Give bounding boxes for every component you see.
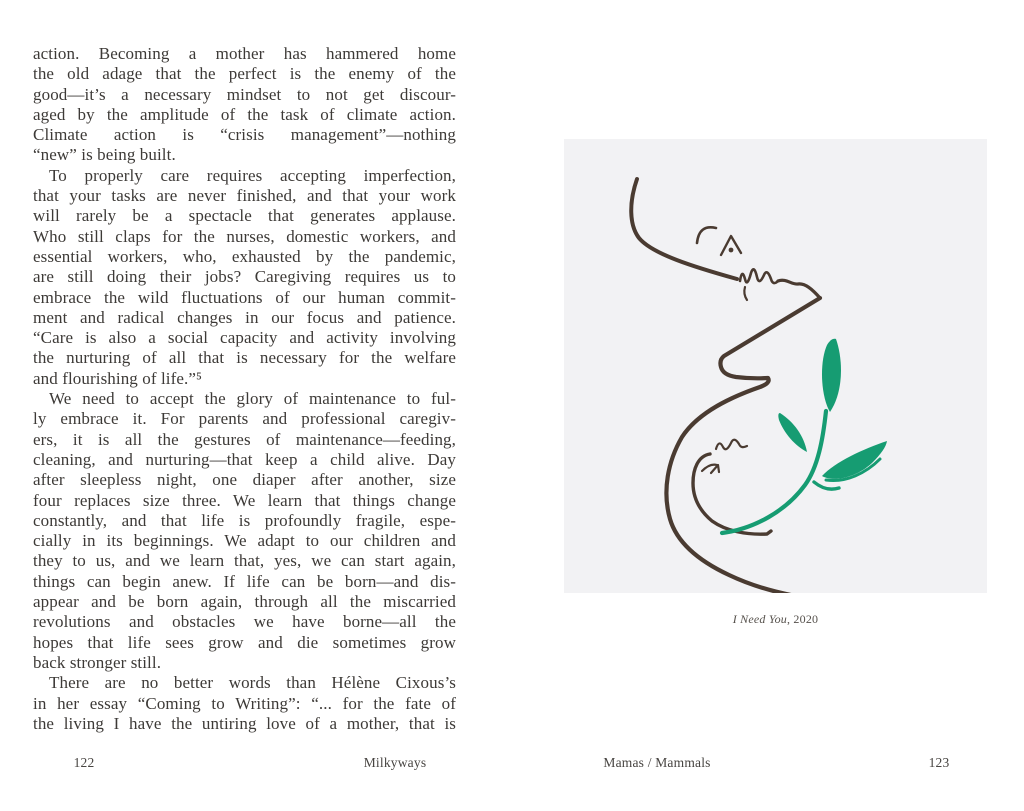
text-line: four replaces size three. We learn that things change [33, 490, 456, 510]
page-number-left: 122 [73, 755, 95, 770]
text-line: cleaning, and nurturing—that keep a child alive. Day [33, 449, 456, 469]
artwork-caption-title: I Need You [732, 612, 788, 626]
text-line: in her essay “Coming to Writing”: “... for the fate of [33, 693, 456, 713]
text-line: “Care is also a social capacity and activity involving [33, 328, 456, 348]
text-line: hopes that life sees grow and die sometimes grow [33, 632, 456, 652]
text-line: ers, it is all the gestures of maintenance—feeding, [33, 429, 456, 449]
text-line: embrace the wild fluctuations of our human commit- [33, 287, 456, 307]
text-line: appear and be born again, through all the miscarried [33, 592, 456, 612]
text-line: “new” is being built. [33, 145, 176, 165]
text-line: they to us, and we learn that, yes, we can start again, [33, 551, 456, 571]
text-line: good—it’s a necessary mindset to not get discour- [33, 84, 456, 104]
mother-and-child-ink-drawing [564, 139, 987, 593]
text-line: To properly care requires accepting imperfection, [49, 165, 456, 185]
text-line: action. Becoming a mother has hammered home [33, 44, 456, 63]
text-line: and flourishing of life.”⁵ [33, 368, 203, 388]
text-line: things can begin anew. If life can be born—and dis- [33, 571, 456, 591]
text-line: We need to accept the glory of maintenance to ful- [49, 389, 456, 409]
body-text-column [33, 44, 456, 734]
running-head-right: Mamas / Mammals [603, 755, 711, 770]
text-line: Who still claps for the nurses, domestic workers, and [33, 226, 456, 246]
text-line: back stronger still. [33, 652, 162, 672]
text-line: There are no better words than Hélène Cixous’s [49, 673, 456, 693]
artwork-caption-year: , 2020 [787, 612, 819, 626]
text-line: aged by the amplitude of the task of climate action. [33, 104, 456, 124]
text-line: the nurturing of all that is necessary for the welfare [33, 348, 456, 368]
text-line: are still doing their jobs? Caregiving requires us to [33, 267, 456, 287]
text-line: will rarely be a spectacle that generates applause. [33, 206, 456, 226]
text-line: the old adage that the perfect is the enemy of the [33, 64, 456, 84]
running-head-left: Milkyways [363, 755, 427, 770]
text-line: ly embrace it. For parents and professional caregiv- [33, 409, 456, 429]
text-line: the living I have the untiring love of a mother, that is [33, 713, 456, 733]
text-line: cially in its beginnings. We adapt to our children and [33, 531, 456, 551]
text-line: after sleepless night, one diaper after another, size [33, 470, 456, 490]
artwork-frame [564, 139, 987, 593]
text-line: ment and radical changes in our focus and patience. [33, 307, 456, 327]
page-number-right: 123 [928, 755, 950, 770]
text-line: constantly, and that life is profoundly fragile, espe- [33, 510, 456, 530]
text-line: that your tasks are never finished, and that your work [33, 186, 456, 206]
text-line: revolutions and obstacles we have borne—all the [33, 612, 456, 632]
artwork-caption [564, 612, 987, 627]
text-line: essential workers, who, exhausted by the pandemic, [33, 246, 456, 266]
text-line: Climate action is “crisis management”—nothing [33, 125, 456, 145]
